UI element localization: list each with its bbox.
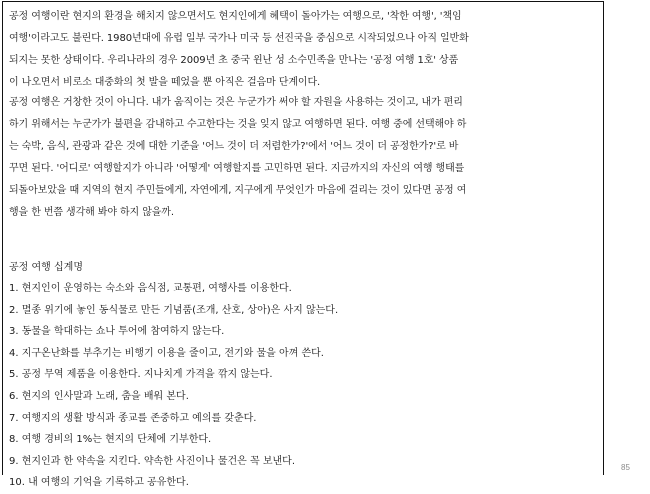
paragraph-line: 하기 위해서는 누군가가 불편을 감내하고 수고한다는 것을 잊지 않고 여행하면 된다. 여행 중에 선택해야 하 — [9, 119, 467, 130]
list-item: 1. 현지인이 운영하는 숙소와 음식점, 교통편, 여행사를 이용한다. — [9, 283, 292, 294]
list-heading: 공정 여행 십계명 — [9, 262, 83, 273]
paragraph-line: 공정 여행은 거창한 것이 아니다. 내가 움직이는 것은 누군가가 써야 할 자원을 사용하는 것이고, 내가 편리 — [9, 97, 463, 108]
ten-commandments-list — [9, 278, 338, 494]
paragraph-line: 되돌아보았을 때 지역의 현지 주민들에게, 자연에게, 지구에게 무엇인가 마음에 걸리는 것이 있다면 공정 여 — [9, 185, 467, 196]
intro-paragraph — [9, 6, 599, 94]
paragraph-line: 되지는 못한 상태이다. 우리나라의 경우 2009년 초 중국 윈난 성 소수민족을 만나는 '공정 여행 1호' 상품 — [9, 55, 459, 66]
list-item: 8. 여행 경비의 1%는 현지의 단체에 기부한다. — [9, 434, 212, 446]
paragraph-line: 꾸면 된다. '어디로' 여행할지가 아니라 '어떻게' 여행할지를 고민하면 된다. 지금까지의 자신의 여행 행태를 — [9, 163, 465, 174]
list-item: 7. 여행지의 생활 방식과 종교를 존중하고 예의를 갖춘다. — [9, 412, 257, 424]
list-item: 9. 현지인과 한 약속을 지킨다. 약속한 사진이나 물건은 꼭 보낸다. — [9, 455, 296, 467]
body-paragraph — [9, 92, 599, 224]
list-item: 4. 지구온난화를 부추기는 비행기 이용을 줄이고, 전기와 물을 아껴 쓴다. — [9, 347, 324, 359]
paragraph-line: 공정 여행이란 현지의 환경을 해치지 않으면서도 현지인에게 혜택이 돌아가는 여행으로, '착한 여행', '책임 — [9, 11, 462, 22]
list-item: 10. 내 여행의 기억을 기록하고 공유한다. — [9, 477, 189, 489]
list-item: 2. 멸종 위기에 놓인 동식물로 만든 기념품(조개, 산호, 상아)은 사지 않는다. — [9, 304, 339, 316]
paragraph-line: 이 나오면서 비로소 대중화의 첫 발을 떼었을 뿐 아직은 걸음마 단계이다. — [9, 77, 321, 88]
paragraph-line: 여행'이라고도 불린다. 1980년대에 유럽 일부 국가나 미국 등 선진국을 중심으로 시작되었으나 아직 일반화 — [9, 33, 469, 44]
page-number: 85 — [621, 463, 630, 472]
paragraph-line: 행을 한 번쯤 생각해 봐야 하지 않을까. — [9, 207, 174, 218]
list-item: 3. 동물을 학대하는 쇼나 투어에 참여하지 않는다. — [9, 326, 225, 338]
paragraph-line: 는 숙박, 음식, 관광과 같은 것에 대한 기준을 '어느 것이 더 저렴한가?'에서 '어느 것이 더 공정한가?'로 바 — [9, 141, 459, 152]
list-item: 6. 현지의 인사말과 노래, 춤을 배워 본다. — [9, 390, 189, 402]
list-item: 5. 공정 무역 제품을 이용한다. 지나치게 가격을 깎지 않는다. — [9, 369, 273, 381]
